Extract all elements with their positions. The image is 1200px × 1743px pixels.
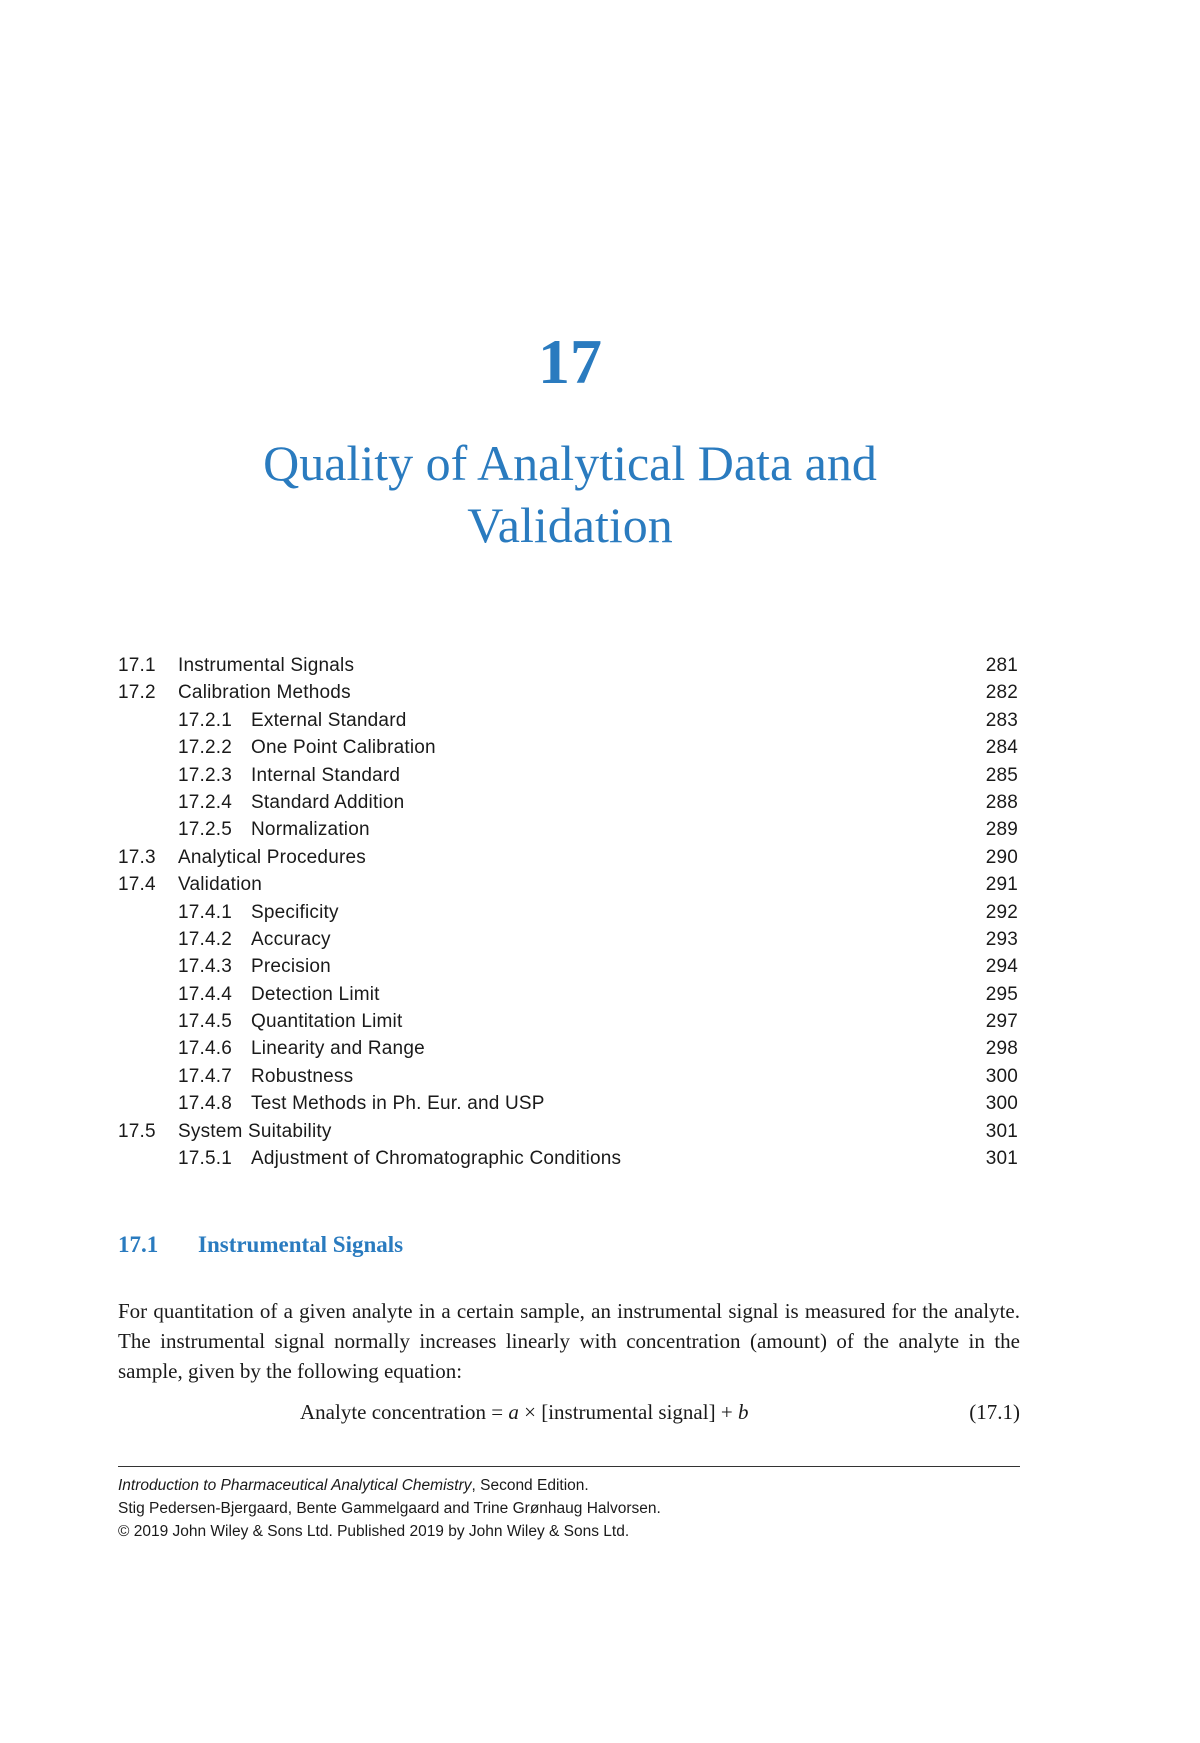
toc-entry-page: 288 [985, 791, 1018, 813]
equation [118, 1400, 1020, 1432]
toc-entry-title: Test Methods in Ph. Eur. and USP [251, 1093, 545, 1115]
toc-entry-number: 17.4.2 [178, 928, 233, 950]
toc-entry-number: 17.5.1 [178, 1148, 233, 1170]
toc-entry-number: 17.2.1 [178, 709, 233, 731]
equation-lhs: Analyte concentration [300, 1400, 487, 1424]
toc-entry-page: 300 [985, 1065, 1018, 1087]
equation-a: a [508, 1400, 519, 1424]
toc-entry[interactable] [118, 762, 1018, 789]
toc-entry[interactable] [118, 734, 1018, 761]
toc-entry-page: 290 [985, 846, 1018, 868]
toc-entry-number: 17.2.2 [178, 737, 233, 759]
toc-entry-page: 291 [985, 874, 1018, 896]
toc-entry[interactable] [118, 1118, 1018, 1145]
toc-entry-title: Validation [178, 874, 263, 896]
chapter-title: Quality of Analytical Data and Validation [263, 435, 877, 553]
toc-entry[interactable] [118, 926, 1018, 953]
toc-entry[interactable] [118, 707, 1018, 734]
toc-entry-number: 17.4.6 [178, 1038, 233, 1060]
toc-entry-title: One Point Calibration [251, 737, 436, 759]
toc-entry-page: 301 [985, 1148, 1018, 1170]
toc-entry-title: Quantitation Limit [251, 1011, 403, 1033]
footer-edition: , Second Edition. [471, 1477, 589, 1494]
toc-entry-title: Specificity [251, 901, 339, 923]
footer [118, 1474, 1020, 1543]
footer-book-line [118, 1474, 1020, 1497]
section-title: Instrumental Signals [198, 1232, 404, 1257]
table-of-contents [118, 652, 1018, 1172]
toc-entry[interactable] [118, 1008, 1018, 1035]
toc-entry-page: 289 [985, 819, 1018, 841]
toc-entry-page: 283 [985, 709, 1018, 731]
toc-entry-title: Precision [251, 956, 331, 978]
toc-entry-title: Adjustment of Chromatographic Conditions [251, 1148, 622, 1170]
toc-entry-title: Standard Addition [251, 791, 405, 813]
toc-entry-title: External Standard [251, 709, 407, 731]
toc-entry-title: Linearity and Range [251, 1038, 425, 1060]
chapter-number: 17 [538, 326, 602, 397]
toc-entry-number: 17.4 [118, 874, 156, 896]
toc-entry-page: 285 [985, 764, 1018, 786]
toc-entry-page: 301 [985, 1120, 1018, 1142]
toc-entry-title: Detection Limit [251, 983, 380, 1005]
equation-body [300, 1400, 748, 1425]
toc-entry-title: System Suitability [178, 1120, 332, 1142]
body-paragraph: For quantitation of a given analyte in a certain sample, an instrumental signal is measured for the analyte. The instrumental signal normally increases linearly with concentration (amount) of the analyte in the sample, given by the following equation: [118, 1299, 1020, 1383]
footer-rule [118, 1466, 1020, 1467]
equation-b: b [737, 1400, 749, 1424]
toc-entry-title: Instrumental Signals [178, 655, 355, 676]
toc-entry-number: 17.1 [118, 655, 156, 676]
toc-entry-page: 284 [985, 737, 1018, 759]
toc-entry-title: Normalization [251, 819, 370, 841]
equation-equals: = [491, 1400, 504, 1424]
toc-entry[interactable] [118, 981, 1018, 1008]
toc-entry[interactable] [118, 1063, 1018, 1090]
toc-entry-page: 298 [985, 1038, 1018, 1060]
toc-entry[interactable] [118, 1090, 1018, 1117]
toc-entry-title: Accuracy [251, 928, 331, 950]
toc-entry-number: 17.2 [118, 682, 156, 704]
toc-entry-number: 17.4.4 [178, 983, 233, 1005]
toc-entry-number: 17.2.5 [178, 819, 233, 841]
toc-entry-page: 293 [985, 928, 1018, 950]
equation-times: × [524, 1400, 536, 1424]
toc-entry-page: 300 [985, 1093, 1018, 1115]
toc-entry[interactable] [118, 679, 1018, 706]
toc-entry-title: Robustness [251, 1065, 354, 1087]
toc-entry-number: 17.3 [118, 846, 156, 868]
toc-entry-page: 282 [985, 682, 1018, 704]
section-heading [118, 1232, 403, 1258]
equation-bracket-term: [instrumental signal] [541, 1400, 716, 1424]
toc-entry-number: 17.4.8 [178, 1093, 233, 1115]
toc-entry-page: 295 [985, 983, 1018, 1005]
footer-book-title: Introduction to Pharmaceutical Analytical Chemistry [118, 1477, 472, 1494]
toc-entry[interactable] [118, 1145, 1018, 1172]
toc-entry-page: 297 [985, 1011, 1018, 1033]
toc-entry-page: 281 [985, 655, 1018, 676]
toc-entry[interactable] [118, 871, 1018, 898]
section-number: 17.1 [118, 1232, 159, 1257]
toc-entry-title: Calibration Methods [178, 682, 351, 704]
equation-number: (17.1) [969, 1400, 1020, 1424]
toc-entry-page: 292 [985, 901, 1018, 923]
toc-entry-title: Internal Standard [251, 764, 401, 786]
toc-entry[interactable] [118, 844, 1018, 871]
toc-entry[interactable] [118, 652, 1018, 679]
toc-entry-number: 17.4.3 [178, 956, 233, 978]
toc-entry-number: 17.2.3 [178, 764, 233, 786]
toc-entry-number: 17.5 [118, 1120, 156, 1142]
toc-entry[interactable] [118, 1035, 1018, 1062]
toc-entry[interactable] [118, 789, 1018, 816]
equation-plus: + [720, 1400, 733, 1424]
toc-entry-page: 294 [985, 956, 1018, 978]
toc-entry-number: 17.2.4 [178, 791, 233, 813]
toc-entry[interactable] [118, 816, 1018, 843]
toc-entry-title: Analytical Procedures [178, 846, 366, 868]
toc-entry-number: 17.4.7 [178, 1065, 233, 1087]
toc-entry[interactable] [118, 899, 1018, 926]
toc-entry[interactable] [118, 953, 1018, 980]
toc-entry-number: 17.4.5 [178, 1011, 233, 1033]
footer-authors: Stig Pedersen-Bjergaard, Bente Gammelgaard and Trine Grønhaug Halvorsen. [118, 1500, 661, 1517]
footer-copyright: © 2019 John Wiley & Sons Ltd. Published 2019 by John Wiley & Sons Ltd. [118, 1523, 630, 1540]
toc-entry-number: 17.4.1 [178, 901, 233, 923]
